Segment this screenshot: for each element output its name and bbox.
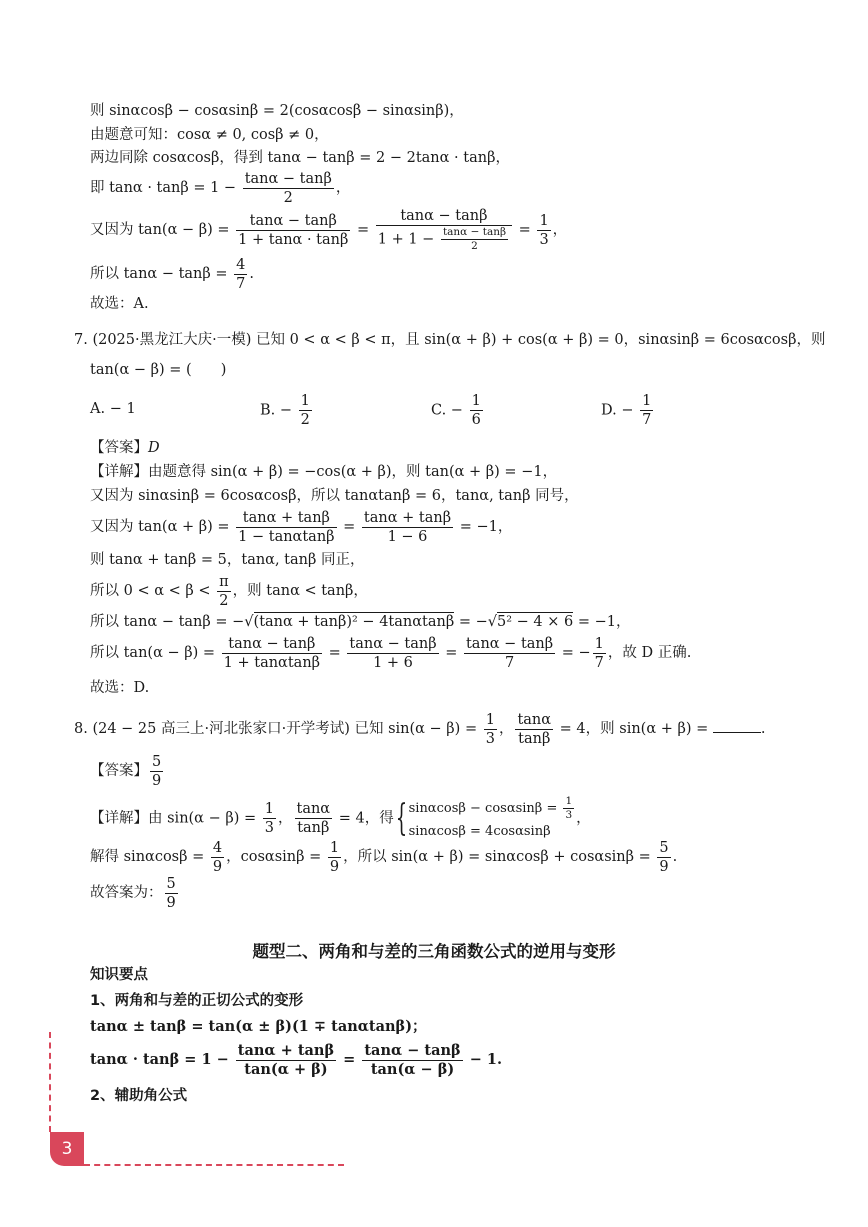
option-fraction [299, 392, 312, 429]
fraction-numerator: tanα − tanβ [228, 635, 316, 652]
fraction-denominator: 1 − 6 [362, 527, 453, 546]
fraction [484, 711, 497, 748]
answer-tag: 【答案】 [90, 763, 148, 779]
fraction-numerator: tanα − tanβ [349, 635, 437, 652]
fraction-numerator: 4 [236, 256, 246, 273]
fraction-numerator: tanα [517, 711, 552, 728]
fraction-numerator: 1 [565, 795, 573, 807]
q7-option-c [431, 392, 485, 429]
fraction-denominator: tanβ [295, 818, 333, 837]
fraction [515, 711, 553, 748]
knowledge-point-1: 1、两角和与差的正切公式的变形 [90, 993, 304, 1009]
q7-option-d [601, 392, 655, 429]
fraction-denominator: 1 + tanαtanβ [223, 654, 321, 671]
solution6-line5 [90, 207, 567, 253]
line-middle: = −√ [454, 614, 497, 630]
denominator-prefix: 1 + 1 − [377, 231, 439, 248]
fraction-denominator: 9 [329, 858, 340, 875]
solution6-line1: 则 sinαcosβ − cosαsinβ = 2(cosαcosβ − sinαsinβ)， [90, 103, 464, 119]
q7-stem-line2: tan(α − β) = ( ) [90, 362, 227, 378]
solution6-line2: 由题意可知：cosα ≠ 0, cosβ ≠ 0， [90, 127, 329, 143]
formula-2: tanα · tanβ = 1 − $\frac{\tan\alpha + \tan\beta}{\tan(\alpha + \beta)}$ = $\frac{\tan\alpha - \tan\beta}{\tan(\alpha - \beta)}$ − 1. [90, 1041, 503, 1078]
q7-answer [90, 438, 160, 458]
q7-option-b [260, 392, 314, 429]
fraction-denominator: 7 [464, 653, 555, 672]
q7-detail-line4: 则 tanα + tanβ = 5，tanα, tanβ 同正， [90, 552, 365, 568]
answer-fraction [150, 753, 163, 790]
q8-detail-line1: 【详解】由 sin(α − β) = $\frac{1}{3}$ ， $\frac{\tan\alpha}{\tan\beta}$ = 4，得{ sinαcosβ − cosαsinβ = $\frac{1}{3}$ sinαcosβ = 4cosαsinβ ， [90, 795, 591, 842]
solution6-line3: 两边同除 cosαcosβ，得到 tanα − tanβ = 2 − 2tanα · tanβ， [90, 150, 510, 166]
q8-detail-line2 [90, 838, 677, 876]
fraction-numerator: 5 [659, 839, 669, 856]
radical-content: 5² − 4 × 6 [496, 614, 574, 630]
q8-conclusion [90, 874, 180, 912]
fraction [236, 1042, 336, 1079]
q7-detail-line3: 又因为 tan(α + β) = $\frac{\tan\alpha + \tan\beta}{1 - \tan\alpha\tan\beta}$ = $\frac{\tan\alpha + \tan\beta}{1 - 6}$ = −1， [90, 509, 513, 545]
solution6-line4-fraction [243, 170, 334, 207]
fraction-denominator: 9 [166, 894, 176, 911]
fraction [328, 839, 341, 876]
line-prefix: 所以 tanα − tanβ = −√ [90, 614, 254, 630]
solution6-line6-fraction [234, 256, 247, 293]
fraction [217, 573, 231, 610]
solution6-line4-pre: 即 tanα · tanβ = 1 − [90, 180, 241, 196]
line-prefix: 解得 sinαcosβ = [90, 849, 209, 865]
line-middle: = 4，得 [334, 810, 394, 827]
fraction [362, 1042, 462, 1079]
solution6-line4-post: ， [335, 180, 351, 196]
option-fraction [640, 392, 653, 429]
fraction-denominator [376, 225, 512, 253]
fraction-denominator: 3 [485, 730, 495, 747]
option-label: D. − [601, 402, 639, 419]
fraction [222, 635, 322, 672]
fraction-numerator: tanα − tanβ [465, 635, 554, 652]
fraction-denominator: tan(α + β) [236, 1060, 336, 1079]
fraction-numerator: 1 [539, 212, 549, 229]
q7-detail-line5 [90, 572, 368, 610]
fraction-denominator: tanβ [515, 729, 553, 748]
margin-dashed-line [49, 1032, 51, 1132]
fraction-numerator: tanα + tanβ [242, 509, 330, 526]
fraction-numerator: tanα − tanβ [249, 212, 337, 229]
knowledge-point-2: 2、辅助角公式 [90, 1088, 188, 1104]
fraction [347, 635, 438, 672]
fraction-denominator: 2 [217, 591, 231, 610]
section-title: 题型二、两角和与差的三角函数公式的逆用与变形 [252, 942, 616, 961]
q8-stem: 8. (24 − 25 高三上·河北张家口·开学考试) 已知 sin(α − β) = $\frac{1}{3}$ ， $\frac{\tan\alpha}{\tan\beta}$ = 4，则 sin(α + β) = . [74, 711, 766, 747]
detail-text: 由题意得 sin(α + β) = −cos(α + β)，则 tan(α + β) = −1， [148, 464, 558, 480]
line-suffix: ，故 D 正确. [607, 645, 692, 661]
q7-detail-line6 [90, 612, 630, 632]
line-middle: = 4，则 sin(α + β) = [555, 721, 713, 737]
line-suffix: = −1， [455, 519, 513, 535]
line-middle: ，cosαsinβ = [226, 849, 326, 865]
q7-conclusion: 故选：D. [90, 680, 150, 696]
detail-tag: 【详解】 [90, 464, 148, 480]
fraction [236, 509, 336, 546]
fraction [263, 800, 276, 837]
fraction-denominator: 9 [212, 858, 223, 875]
solution6-line5-fraction-2 [376, 207, 512, 253]
system-row-1 [409, 795, 577, 822]
left-brace: { [395, 797, 407, 839]
line-middle: ，所以 sin(α + β) = sinαcosβ + cosαsinβ = [343, 849, 656, 865]
fraction-denominator: 1 − tanαtanβ [238, 528, 335, 545]
option-label: C. − [431, 402, 468, 419]
solution6-conclusion: 故选：A. [90, 296, 149, 312]
fraction-denominator: 9 [152, 772, 162, 789]
solution6-line5-fraction-3 [537, 212, 550, 249]
line-prefix: 由 sin(α − β) = [148, 810, 261, 827]
q7-detail-line7: 所以 tan(α − β) = $\frac{\tan\alpha - \tan\beta}{1 + \tan\alpha\tan\beta}$ = $\frac{\tan\alpha - \tan\beta}{1 + 6}$ = $\frac{\tan\alpha - \tan\beta}{7}$ = − $\frac{1}{7}$ ，故 D 正确. [90, 635, 692, 671]
fraction-numerator: 1 [642, 393, 652, 409]
fraction-denominator: 1 + tanα · tanβ [238, 231, 349, 248]
fraction [563, 795, 574, 822]
q7-detail-line1 [90, 462, 557, 482]
fraction-numerator: tanα + tanβ [237, 1041, 335, 1059]
fraction-numerator: π [219, 573, 229, 590]
fraction-numerator: tanα − tanβ [442, 226, 507, 238]
fraction-numerator: 5 [152, 753, 162, 770]
q7-option-a: A. − 1 [90, 401, 136, 417]
fraction [211, 839, 224, 876]
fraction-denominator: 7 [642, 412, 652, 428]
fraction-numerator: 1 [471, 393, 481, 409]
equals-sign: = [352, 222, 374, 238]
solution6-line6 [90, 255, 254, 293]
line-prefix: 所以 0 < α < β < [90, 583, 216, 599]
line-suffix: = −1， [573, 614, 631, 630]
line-prefix: 故答案为： [90, 885, 163, 901]
nested-fraction [441, 226, 508, 253]
fraction-numerator: tanα + tanβ [363, 509, 452, 526]
fraction-denominator: 2 [300, 412, 310, 428]
q7-detail-line2: 又因为 sinαsinβ = 6cosαcosβ，所以 tanαtanβ = 6，tanα, tanβ 同号， [90, 488, 579, 504]
solution6-line6-pre: 所以 tanα − tanβ = [90, 266, 233, 282]
fraction-denominator: tan(α − β) [362, 1060, 462, 1079]
fraction-numerator: 1 [329, 839, 340, 856]
fraction [362, 509, 453, 546]
fraction [593, 635, 606, 672]
fraction-numerator: tanα − tanβ [400, 208, 488, 224]
radical-content: (tanα + tanβ)² − 4tanαtanβ [253, 614, 455, 630]
fraction-numerator: tanα − tanβ [244, 170, 332, 187]
fraction [657, 839, 670, 876]
option-fraction [470, 392, 483, 429]
fraction-denominator: 6 [471, 412, 481, 428]
equals-sign: = [514, 222, 536, 238]
fraction-numerator: tanα [296, 801, 331, 817]
fraction-denominator: 1 + 6 [347, 653, 438, 672]
fraction-denominator: 2 [243, 188, 334, 207]
row-text: sinαcosβ − cosαsinβ = [408, 801, 562, 816]
fraction-denominator: 3 [264, 820, 274, 836]
fraction-numerator: 4 [212, 839, 223, 856]
fraction-numerator: 1 [264, 801, 274, 817]
page-number-badge: 3 [50, 1132, 84, 1166]
option-label: B. − [260, 402, 297, 419]
fraction-denominator: 3 [565, 809, 573, 821]
solution6-line6-post: . [249, 266, 254, 282]
answer-blank[interactable] [713, 718, 761, 733]
line-prefix: 所以 tan(α − β) = [90, 645, 220, 661]
fraction-numerator: tanα − tanβ [364, 1041, 461, 1059]
solution6-line4 [90, 169, 350, 207]
line-suffix: ，则 tanα < tanβ， [232, 583, 368, 599]
answer-value: D [148, 440, 160, 456]
system-row-2: sinαcosβ = 4cosαsinβ [408, 824, 551, 839]
fraction-denominator: 3 [539, 231, 549, 248]
line-suffix: . [672, 849, 678, 865]
fraction-numerator: 5 [166, 875, 176, 892]
fraction [295, 800, 333, 837]
line-prefix: tanα · tanβ = 1 − [90, 1051, 234, 1068]
line-suffix: ， [576, 810, 591, 827]
answer-tag: 【答案】 [90, 440, 148, 456]
q7-stem-line1: 7. (2025·黑龙江大庆·一模) 已知 0 < α < β < π，且 sin(α + β) + cos(α + β) = 0，sinαsinβ = 6cosαcosβ，则 [74, 332, 826, 348]
fraction-numerator: 1 [485, 711, 495, 728]
line-suffix: − 1. [464, 1051, 503, 1068]
footer-dashed-line [84, 1164, 344, 1166]
line-suffix: . [760, 721, 766, 737]
solution6-line5-pre: 又因为 tan(α − β) = [90, 222, 235, 238]
detail-tag: 【详解】 [90, 810, 148, 827]
fraction-denominator: 9 [659, 858, 669, 875]
fraction-denominator: 2 [441, 239, 508, 253]
line-prefix: 又因为 tan(α + β) = [90, 519, 235, 535]
equation-system [409, 795, 577, 842]
fraction-numerator: 1 [300, 393, 310, 409]
fraction [464, 635, 555, 672]
solution6-line5-post: ， [552, 222, 568, 238]
fraction [165, 875, 178, 912]
q8-answer [90, 752, 165, 790]
fraction-denominator: 7 [236, 275, 246, 292]
solution6-line5-fraction-1 [236, 212, 350, 249]
fraction-numerator: 1 [594, 635, 604, 652]
knowledge-heading: 知识要点 [90, 967, 148, 983]
line-prefix: 8. (24 − 25 高三上·河北张家口·开学考试) 已知 sin(α − β) = [74, 721, 482, 737]
formula-1: tanα ± tanβ = tan(α ± β)(1 ∓ tanαtanβ)； [90, 1018, 427, 1035]
fraction-denominator: 7 [594, 654, 604, 671]
